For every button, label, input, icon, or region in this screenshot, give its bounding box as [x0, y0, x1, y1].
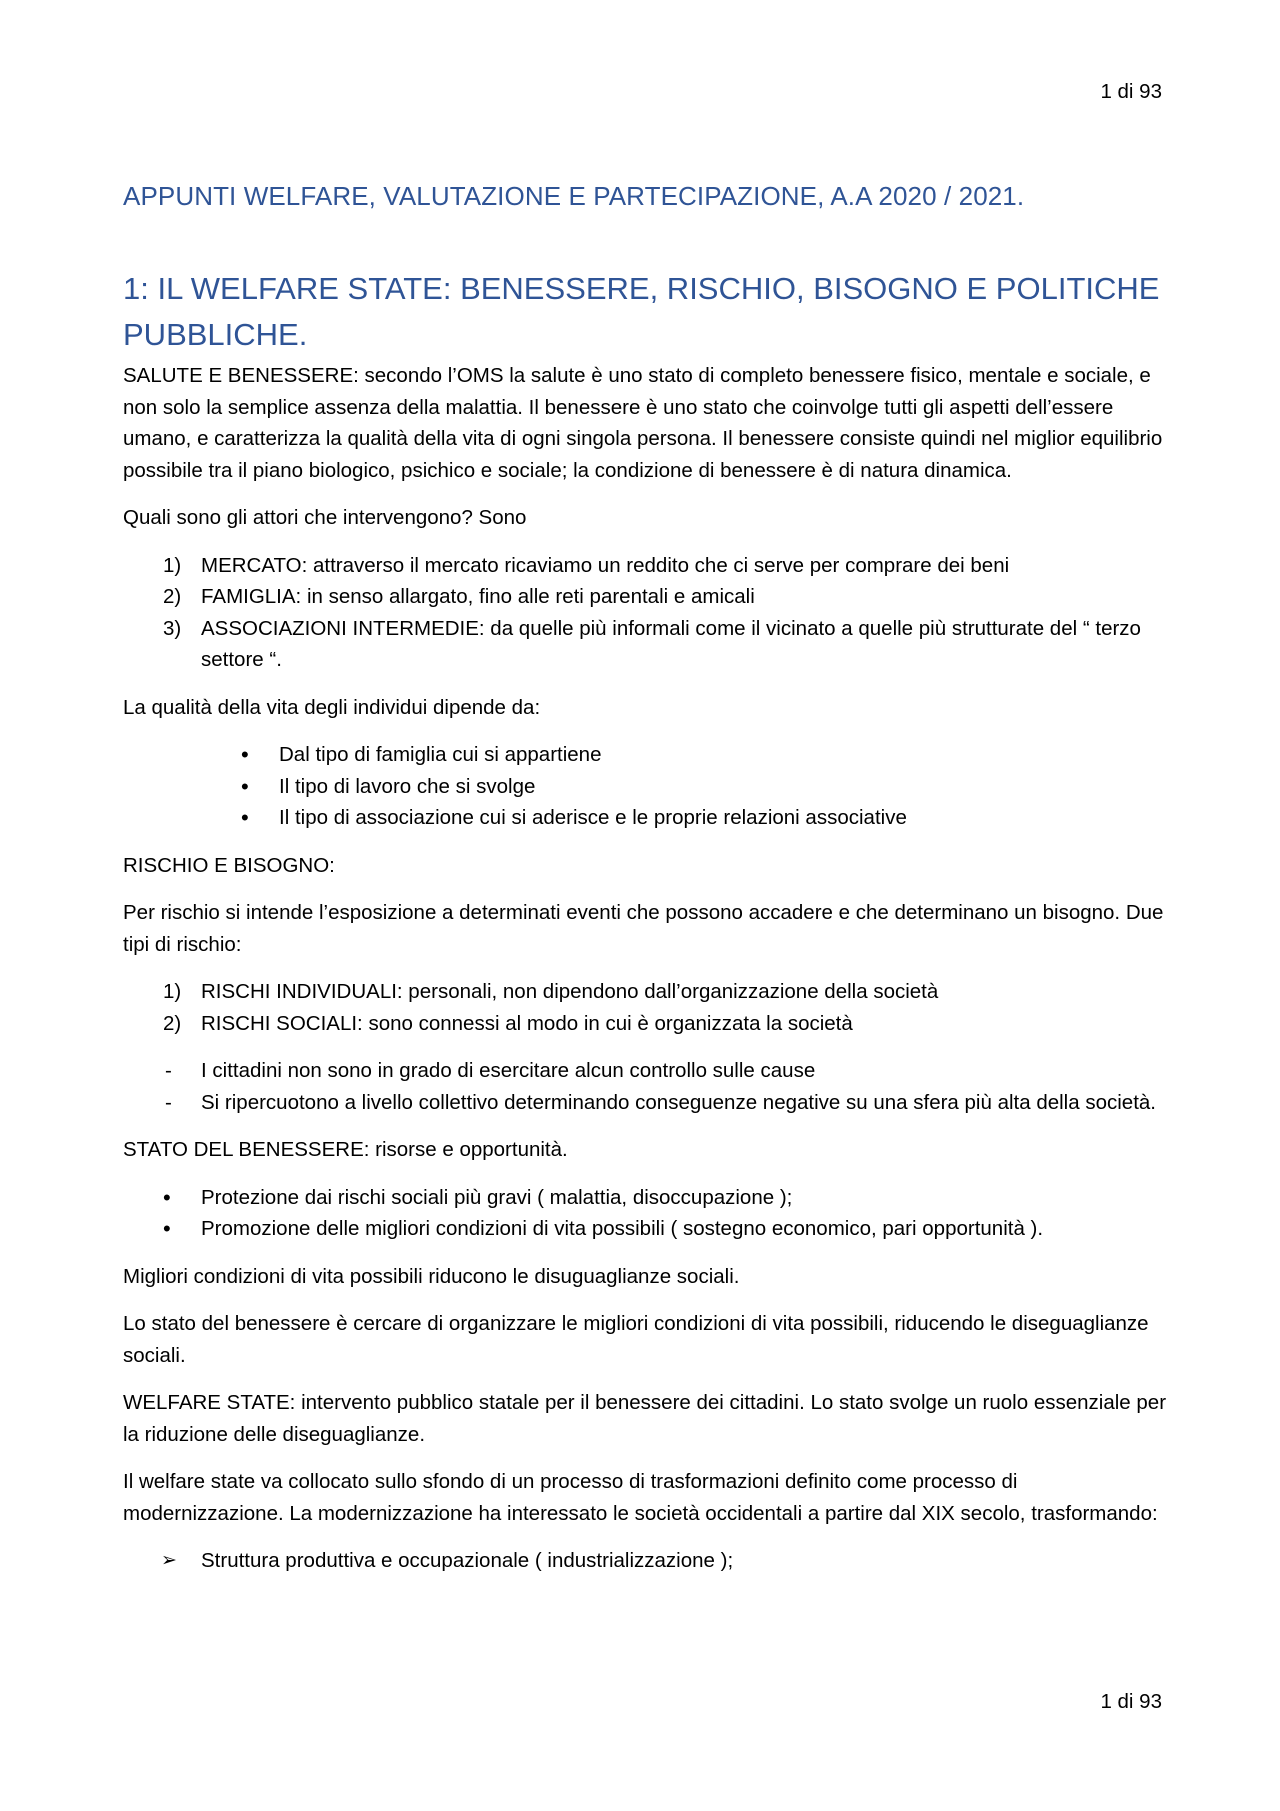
paragraph-modernizzazione: Il welfare state va collocato sullo sfondo di un processo di trasformazioni definito come processo di modernizzazione. La modernizzazione ha interessato le società occidentali a partire dal XIX secolo, trasformando: — [123, 1470, 1158, 1525]
list-item — [123, 613, 1167, 676]
bullet-icon: • — [163, 1184, 171, 1210]
transform-list — [123, 1545, 1167, 1577]
list-item-text: Dal tipo di famiglia cui si appartiene — [279, 743, 602, 766]
subheading-rischio-bisogno: RISCHIO E BISOGNO: — [123, 853, 335, 877]
document-body — [123, 178, 1167, 1577]
list-item-text: Promozione delle migliori condizioni di vita possibili ( sostegno economico, pari opportunità ). — [201, 1217, 1044, 1240]
list-item — [123, 1545, 1167, 1577]
welfare-list — [123, 1182, 1167, 1245]
list-item — [123, 1182, 1167, 1214]
list-marker: 1) — [163, 980, 182, 1003]
paragraph-welfare-state: WELFARE STATE: intervento pubblico statale per il benessere dei cittadini. Lo stato svolge un ruolo essenziale per la riduzione delle diseguaglianze. — [123, 1391, 1167, 1446]
paragraph-condizioni-vita: Migliori condizioni di vita possibili riducono le disuguaglianze sociali. — [123, 1264, 740, 1288]
paragraph-salute-benessere: SALUTE E BENESSERE: secondo l’OMS la salute è uno stato di completo benessere fisico, mentale e sociale, e non solo la semplice assenza della malattia. Il benessere è uno stato che coinvolge tutti gli aspetti dell’essere umano, e caratterizza la qualità della vita di ogni singola persona. Il benessere consiste quindi nel miglior equilibrio possibile tra il piano biologico, psichico e sociale; la condizione di benessere è di natura dinamica. — [123, 364, 1163, 482]
list-item — [123, 1008, 1167, 1040]
page-number-top: 1 di 93 — [1100, 80, 1162, 103]
paragraph-organizzare: Lo stato del benessere è cercare di organizzare le migliori condizioni di vita possibili, riducendo le diseguaglianze sociali. — [123, 1312, 1149, 1367]
list-item-text: Struttura produttiva e occupazionale ( industrializzazione ); — [201, 1549, 734, 1572]
list-item-text: Il tipo di associazione cui si aderisce e le proprie relazioni associative — [279, 806, 907, 829]
risk-list — [123, 976, 1167, 1039]
list-item-text: MERCATO: attraverso il mercato ricaviamo un reddito che ci serve per comprare dei beni — [201, 553, 1010, 577]
list-item — [123, 802, 1167, 834]
bullet-icon: • — [241, 805, 249, 830]
list-item-text: ASSOCIAZIONI INTERMEDIE: da quelle più informali come il vicinato a quelle più strutturate del “ terzo settore “. — [201, 616, 1141, 671]
bullet-icon: • — [241, 773, 249, 799]
bullet-icon: • — [241, 742, 249, 767]
risk-sub-list — [123, 1055, 1167, 1118]
list-marker: 3) — [163, 616, 182, 640]
list-item-text: FAMIGLIA: in senso allargato, fino alle reti parentali e amicali — [201, 585, 755, 608]
list-item-text: RISCHI SOCIALI: sono connessi al modo in cui è organizzata la società — [201, 1011, 853, 1035]
list-item — [123, 581, 1167, 613]
list-item-text: Protezione dai rischi sociali più gravi ( malattia, disoccupazione ); — [201, 1185, 793, 1209]
list-item — [123, 1087, 1167, 1119]
list-item — [123, 1055, 1167, 1087]
list-item-text: RISCHI INDIVIDUALI: personali, non dipendono dall’organizzazione della società — [201, 980, 939, 1003]
paragraph-stato-benessere: STATO DEL BENESSERE: risorse e opportunità. — [123, 1138, 568, 1161]
paragraph-rischio: Per rischio si intende l’esposizione a determinati eventi che possono accadere e che determinano un bisogno. Due tipi di rischio: — [123, 901, 1164, 956]
list-item — [123, 550, 1167, 582]
paragraph-attori: Quali sono gli attori che intervengono? Sono — [123, 506, 527, 529]
list-item-text: I cittadini non sono in grado di esercitare alcun controllo sulle cause — [201, 1059, 816, 1082]
list-item-text: Si ripercuotono a livello collettivo determinando conseguenze negative su una sfera più alta della società. — [201, 1090, 1156, 1114]
list-marker: 2) — [163, 585, 182, 608]
actors-list — [123, 550, 1167, 676]
dash-marker: - — [165, 1059, 172, 1082]
arrow-bullet-icon: ➢ — [161, 1550, 177, 1571]
list-marker: 2) — [163, 1011, 182, 1035]
list-marker: 1) — [163, 553, 182, 577]
list-item — [123, 771, 1167, 803]
section-heading: 1: IL WELFARE STATE: BENESSERE, RISCHIO, BISOGNO E POLITICHE PUBBLICHE. — [123, 271, 1160, 352]
list-item — [123, 976, 1167, 1008]
list-item-text: Il tipo di lavoro che si svolge — [279, 774, 536, 798]
document-title: APPUNTI WELFARE, VALUTAZIONE E PARTECIPAZIONE, A.A 2020 / 2021. — [123, 181, 1025, 211]
list-item — [123, 1213, 1167, 1245]
list-item — [123, 739, 1167, 771]
dash-marker: - — [165, 1090, 172, 1114]
page-number-bottom: 1 di 93 — [1100, 1690, 1162, 1713]
bullet-icon: • — [163, 1216, 171, 1241]
paragraph-qualita-vita: La qualità della vita degli individui dipende da: — [123, 695, 541, 719]
quality-list — [123, 739, 1167, 834]
